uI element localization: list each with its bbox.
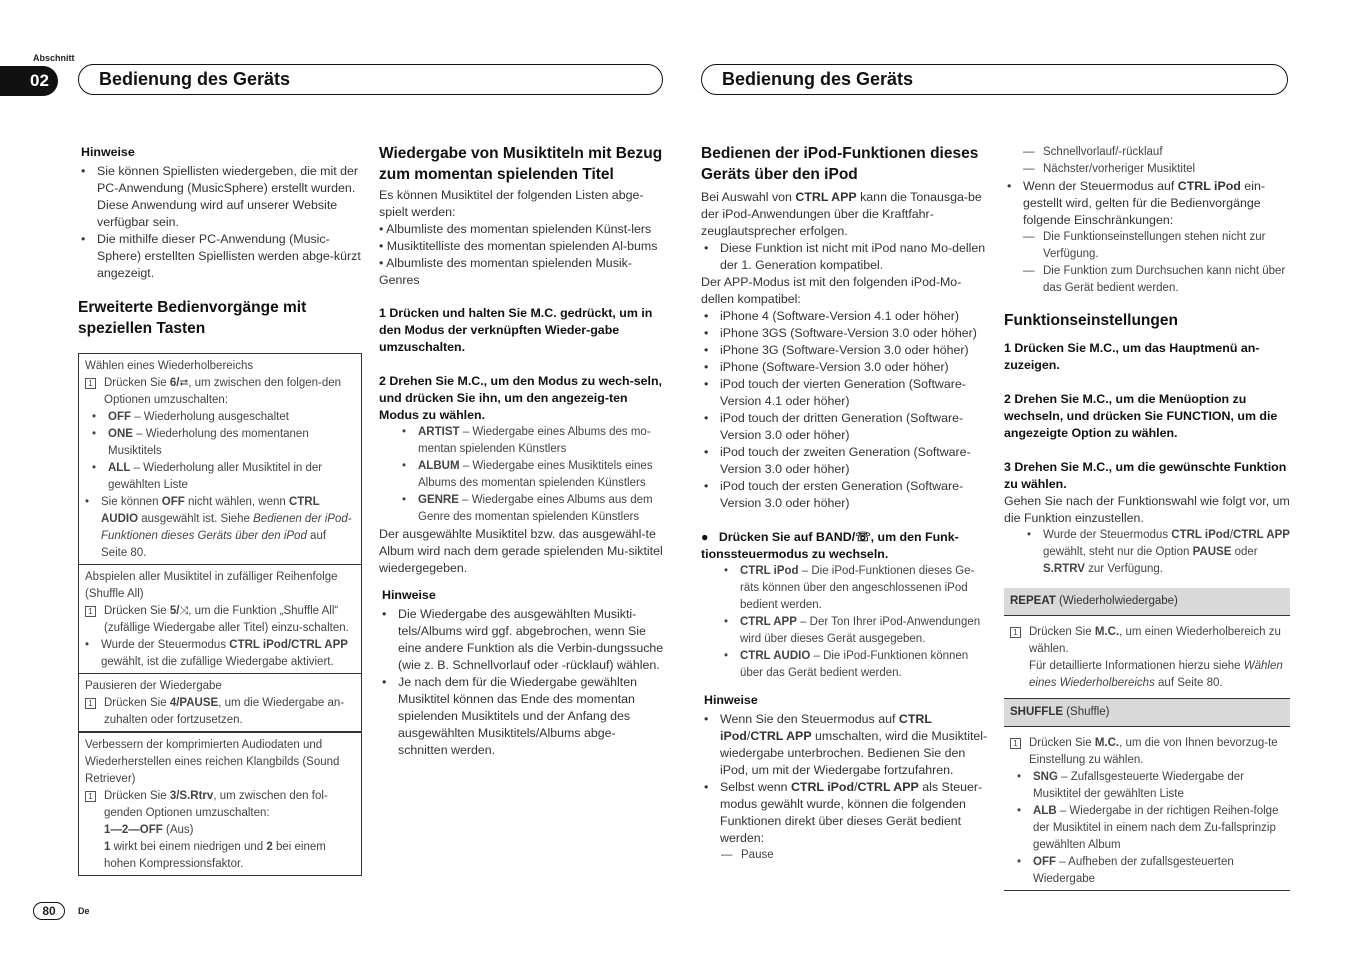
list-item: • GENRE – Wiedergabe eines Albums aus dem Genre des momentan spielenden Künstlers xyxy=(399,492,665,526)
column-1 xyxy=(78,144,362,876)
list-item: — Die Funktionseinstellungen stehen nicht zur Verfügung. xyxy=(1023,229,1290,263)
list-item: • iPhone 4 (Software-Version 4.1 oder höher) xyxy=(701,308,989,325)
list-item: • ALB – Wiedergabe in der richtigen Reihen-folge der Musiktitel in einem nach dem Zu-fallsprinzip gewählten Album xyxy=(1014,803,1284,854)
list-item: • iPod touch der ersten Generation (Software-Version 3.0 oder höher) xyxy=(701,478,989,512)
list-item: — Die Funktion zum Durchsuchen kann nicht über das Gerät bedient werden. xyxy=(1023,263,1290,297)
body-text: Gehen Sie nach der Funktionswahl wie folgt vor, um die Funktion einzustellen. xyxy=(1004,493,1290,525)
list-item: • Diese Funktion ist nicht mit iPod nano Mo-dellen der 1. Generation kompatibel. xyxy=(701,240,989,274)
list-item: • SNG – Zufallsgesteuerte Wiedergabe der Musiktitel der gewählten Liste xyxy=(1014,769,1284,803)
left-page-title: Bedienung des Geräts xyxy=(78,64,663,95)
hinweise-heading: Hinweise xyxy=(704,693,758,707)
step-1: 1 Drücken Sie M.C., um das Hauptmenü an-zuzeigen. xyxy=(1004,340,1260,372)
repeat-icon: ⮂ xyxy=(179,377,189,389)
step-1: 1 Drücken und halten Sie M.C. gedrückt, um in den Modus der verknüpften Wieder-gabe umzuschalten. xyxy=(379,306,653,354)
list-item: • Wenn der Steuermodus auf CTRL iPod ein-gestellt wird, gelten für die Bedienvorgänge folgende Einschränkungen: xyxy=(1004,178,1290,229)
right-page-title: Bedienung des Geräts xyxy=(701,64,1288,95)
list-item: • Wurde der Steuermodus CTRL iPod/CTRL APP gewählt, steht nur die Option PAUSE oder S.RTRV zur Verfügung. xyxy=(1024,527,1290,578)
hinweise-heading: Hinweise xyxy=(81,145,135,159)
list-item: • ARTIST – Wiedergabe eines Albums des mo-mentan spielenden Künstlers xyxy=(399,424,665,458)
step-number-icon: 1 xyxy=(85,606,96,617)
list-item: • iPod touch der vierten Generation (Software-Version 4.1 oder höher) xyxy=(701,376,989,410)
step-number-icon: 1 xyxy=(85,378,96,389)
section-heading: Bedienen der iPod-Funktionen dieses Geräts über den iPod xyxy=(701,145,979,183)
step-2: 2 Drehen Sie M.C., um den Modus zu wech-seln, und drücken Sie ihn, um den angezeig-ten Modus zu wählen. xyxy=(379,374,662,422)
pause-cell: Pausieren der Wiedergabe 1 Drücken Sie 4/PAUSE, um die Wiedergabe an-zuhalten oder fortzusetzen. xyxy=(79,674,361,732)
list-item: • Musiktitelliste des momentan spielenden Al-bums xyxy=(379,239,658,253)
shuffle-icon: ⤨ xyxy=(179,605,189,617)
list-item: • iPhone 3G (Software-Version 3.0 oder höher) xyxy=(701,342,989,359)
list-item: • OFF – Aufheben der zufallsgesteuerten Wiedergabe xyxy=(1014,854,1284,888)
section-heading: Erweiterte Bedienvorgänge mit speziellen Tasten xyxy=(78,299,307,337)
repeat-bar: REPEAT (Wiederholwiedergabe) xyxy=(1004,588,1290,616)
list-item: • iPhone (Software-Version 3.0 oder höher) xyxy=(701,359,989,376)
step-number-icon: 1 xyxy=(1010,738,1021,749)
step-2: 2 Drehen Sie M.C., um die Menüoption zu wechseln, und drücken Sie FUNCTION, um die angezeigte Option zu wählen. xyxy=(1004,391,1278,440)
notes-list xyxy=(78,163,362,282)
list-item: • iPhone 3GS (Software-Version 3.0 oder höher) xyxy=(701,325,989,342)
list-item: • ONE – Wiederholung des momentanen Musiktitels xyxy=(89,426,355,460)
step-number-icon: 1 xyxy=(1010,627,1021,638)
list-item: • iPod touch der dritten Generation (Software-Version 3.0 oder höher) xyxy=(701,410,989,444)
step-band: ● Drücken Sie auf BAND/☏, um den Funk-tionssteuermodus zu wechseln. xyxy=(701,530,959,561)
shuffle-bar: SHUFFLE (Shuffle) xyxy=(1004,698,1290,727)
cell-title: Wählen eines Wiederholbereichs xyxy=(85,360,254,372)
page-number: 80 xyxy=(33,902,65,920)
list-item: • Je nach dem für die Wiedergabe gewählten Musiktitel können das Ende des momentan spielenden Musiktitels und der Anfang des ausgewählten Musiktitels/Albums abge-schnitten werden. xyxy=(379,674,665,759)
list-item: • CTRL iPod – Die iPod-Funktionen dieses Ge-räts können über den angeschlossenen iPod bedient werden. xyxy=(721,563,989,614)
repeat-cell: Wählen eines Wiederholbereichs 1 Drücken Sie 6/⮂, um zwischen den folgen-den Optionen umzuschalten: • OFF – Wiederholung ausgeschaltet • ONE – Wiederholung des momentanen Musiktitels • ALL – Wiederholung aller Musiktitel in der gewählten Liste • Sie können OFF nicht wählen, wenn CTRL AUDIO ausgewählt ist. Siehe Bedienen der iPod-Funktionen dieses Geräts über den iPod auf Seite 80. xyxy=(79,354,361,565)
column-3 xyxy=(701,144,989,864)
list-item: • Albumliste des momentan spielenden Musik-Genres xyxy=(379,256,632,287)
shuffle-all-cell: Abspielen aller Musiktitel in zufälliger Reihenfolge (Shuffle All) 1 Drücken Sie 5/⤨, um die Funktion „Shuffle All“ (zufällige Wiedergabe aller Titel) einzu-schalten. • Wurde der Steuermodus CTRL iPod/CTRL APP gewählt, ist die zufällige Wiedergabe aktiviert. xyxy=(79,565,361,674)
column-4 xyxy=(1004,144,1290,891)
body-text: Der ausgewählte Musiktitel bzw. das ausgewähl-te Album wird nach dem gerade spielenden Mu-siktitel wiedergegeben. xyxy=(379,527,663,575)
list-item: • ALBUM – Wiedergabe eines Musiktitels eines Albums des momentan spielenden Künstlers xyxy=(399,458,665,492)
bullet-dot-icon: ● xyxy=(701,530,709,544)
step-3: 3 Drehen Sie M.C., um die gewünschte Funktion zu wählen. xyxy=(1004,459,1287,491)
list-item: • Sie können OFF nicht wählen, wenn CTRL AUDIO ausgewählt ist. Siehe Bedienen der iPod-Funktionen dieses Geräts über den iPod auf Seite 80. xyxy=(82,494,355,562)
list-item: • Selbst wenn CTRL iPod/CTRL APP als Steuer-modus gewählt wurde, können die folgenden Funktionen direkt über dieses Gerät bedient werden: xyxy=(701,779,989,847)
column-2 xyxy=(379,144,665,759)
list-item: • Die mithilfe dieser PC-Anwendung (Music-Sphere) erstellten Spiellisten werden abge-kürzt angezeigt. xyxy=(78,231,362,282)
list-item: • OFF – Wiederholung ausgeschaltet xyxy=(89,409,355,426)
repeat-cell: 1 Drücken Sie M.C., um einen Wiederholbereich zu wählen. Für detaillierte Informationen hierzu siehe Wählen eines Wiederholbereichs auf Seite 80. xyxy=(1004,616,1290,698)
list-item: • Albumliste des momentan spielenden Künst-lers xyxy=(379,222,652,236)
list-item: — Schnellvorlauf/-rücklauf xyxy=(1023,144,1290,161)
hinweise-heading: Hinweise xyxy=(382,588,436,602)
list-item: • iPod touch der zweiten Generation (Software-Version 3.0 oder höher) xyxy=(701,444,989,478)
section-heading: Wiedergabe von Musiktiteln mit Bezug zum momentan spielenden Titel xyxy=(379,145,663,183)
section-label: Abschnitt xyxy=(33,53,75,63)
cell-title: Pausieren der Wiedergabe xyxy=(85,680,222,692)
list-item: • CTRL AUDIO – Die iPod-Funktionen können über das Gerät bedient werden. xyxy=(721,648,989,682)
list-item: • Wenn Sie den Steuermodus auf CTRL iPod/CTRL APP umschalten, wird die Musiktitel-wiedergabe unterbrochen. Bedienen Sie den iPod, um mit der Wiedergabe fortzufahren. xyxy=(701,711,989,779)
intro-text: Es können Musiktitel der folgenden Listen abge-spielt werden: xyxy=(379,188,644,219)
phone-icon: ☏ xyxy=(855,530,871,544)
list-item: • ALL – Wiederholung aller Musiktitel in der gewählten Liste xyxy=(89,460,355,494)
section-heading: Funktionseinstellungen xyxy=(1004,312,1178,329)
step-number-icon: 1 xyxy=(85,698,96,709)
list-item: • Sie können Spiellisten wiedergeben, die mit der PC-Anwendung (MusicSphere) erstellt wurden. Diese Anwendung wird auf unserer Website verfügbar sein. xyxy=(78,163,362,231)
shuffle-cell: 1 Drücken Sie M.C., um die von Ihnen bevorzug-te Einstellung zu wählen. • SNG – Zufallsgesteuerte Wiedergabe der Musiktitel der gewählten Liste • ALB – Wiedergabe in der richtigen Reihen-folge der Musiktitel in einem nach dem Zu-fallsprinzip gewählten Album • OFF – Aufheben der zufallsgesteuerten Wiedergabe xyxy=(1004,727,1290,891)
intro-text: Bei Auswahl von CTRL APP kann die Tonausga-be der iPod-Anwendungen über die Kraftfahr-zeuglautsprecher erfolgen. xyxy=(701,190,982,238)
sound-retriever-cell: Verbessern der komprimierten Audiodaten und Wiederherstellen eines reichen Klangbilds (Sound Retriever) 1 Drücken Sie 3/S.Rtrv, um zwischen den fol-genden Optionen umzuschalten: 1—2—OFF (Aus) 1 wirkt bei einem niedrigen und 2 bei einem hohen Kompressionsfaktor. xyxy=(79,732,361,876)
list-item: — Pause xyxy=(721,847,989,864)
list-item: • Die Wiedergabe des ausgewählten Musikti-tels/Albums wird ggf. abgebrochen, wenn Sie eine andere Funktion als die Verbin-dungssuche (wie z. B. Schnellvorlauf oder -rücklauf) wählen. xyxy=(379,606,665,674)
cell-title: Abspielen aller Musiktitel in zufälliger Reihenfolge (Shuffle All) xyxy=(85,571,338,600)
body-text: Der APP-Modus ist mit den folgenden iPod-Mo-dellen kompatibel: xyxy=(701,275,962,306)
step-number-icon: 1 xyxy=(85,791,96,802)
list-item: • Wurde der Steuermodus CTRL iPod/CTRL APP gewählt, ist die zufällige Wiedergabe aktiviert. xyxy=(82,637,355,671)
list-item: — Nächster/vorheriger Musiktitel xyxy=(1023,161,1290,178)
cell-title: Verbessern der komprimierten Audiodaten und Wiederherstellen eines reichen Klangbilds (Sound Retriever) xyxy=(85,739,340,785)
language-code: De xyxy=(78,906,90,916)
section-number-badge: 02 xyxy=(0,66,58,96)
feature-table xyxy=(78,353,362,876)
list-item: • CTRL APP – Der Ton Ihrer iPod-Anwendungen wird über dieses Gerät ausgegeben. xyxy=(721,614,989,648)
